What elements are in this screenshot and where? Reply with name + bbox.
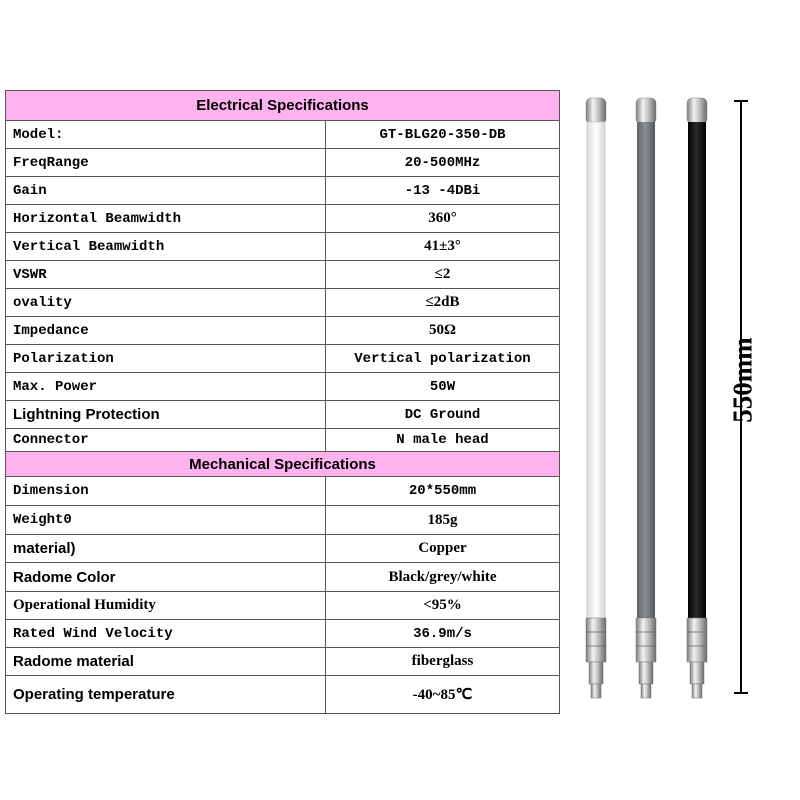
spec-label: Dimension [6,477,326,505]
spec-row-lightning-protection [6,401,559,429]
spec-label: Rated Wind Velocity [6,620,326,647]
dimension-tick-top [734,100,748,102]
spec-row-horizontal-beamwidth [6,205,559,233]
spec-row-material [6,535,559,563]
spec-label: Model: [6,121,326,148]
spec-label: VSWR [6,261,326,288]
spec-value: 185g [427,511,458,528]
spec-value: <95% [423,597,462,613]
spec-table [5,90,560,714]
spec-label: Impedance [6,317,326,344]
spec-value: 20-500MHz [404,154,481,171]
spec-row-max-power [6,373,559,401]
dimension-label: 550mm [727,337,758,423]
spec-row-model [6,121,559,149]
spec-value: Black/grey/white [388,568,497,585]
spec-row-vertical-beamwidth [6,233,559,261]
spec-label: ovality [6,289,326,316]
antenna-black [687,98,707,698]
antenna-grey [636,98,656,698]
spec-row-ovality [6,289,559,317]
spec-row-radome-color [6,563,559,592]
spec-label: Operating temperature [6,676,326,713]
spec-row-impedance [6,317,559,345]
spec-row-vswr [6,261,559,289]
spec-row-gain [6,177,559,205]
antenna-figure [565,80,800,720]
spec-value: 50W [429,378,456,395]
spec-value: -13 -4DBi [404,182,481,199]
antenna-illustration [565,80,735,720]
spec-value: DC Ground [404,406,481,423]
spec-label: Horizontal Beamwidth [6,205,326,232]
spec-label: Operational Humidity [6,592,326,619]
electrical-specs-title: Electrical Specifications [196,97,369,114]
spec-value: -40~85℃ [412,687,473,703]
spec-value: 50Ω [428,322,456,338]
spec-row-polarization [6,345,559,373]
spec-value: ≤2dB [425,294,460,310]
spec-value: Vertical polarization [354,350,531,367]
spec-value: 41±3° [424,238,461,254]
spec-label: Radome material [6,648,326,675]
spec-row-connector [6,429,559,452]
spec-value: GT-BLG20-350-DB [379,126,506,143]
spec-row-freq-range [6,149,559,177]
spec-label: Polarization [6,345,326,372]
spec-value: ≤2 [434,266,451,282]
spec-label: Lightning Protection [6,401,326,428]
mechanical-specs-title: Mechanical Specifications [189,455,376,473]
spec-value: N male head [396,432,489,448]
spec-value: 20*550mm [408,483,477,499]
spec-value: Copper [418,540,467,556]
spec-row-dimension [6,477,559,506]
spec-row-weight [6,506,559,535]
spec-row-operating-temperature [6,676,559,713]
spec-label: Gain [6,177,326,204]
spec-label: Weight0 [6,506,326,534]
antenna-white [586,98,606,698]
dimension-tick-bottom [734,692,748,694]
spec-label: material) [6,535,326,562]
spec-row-operational-humidity [6,592,559,620]
spec-label: FreqRange [6,149,326,176]
spec-label: Max. Power [6,373,326,400]
spec-value: fiberglass [411,653,474,669]
spec-label: Connector [6,429,326,451]
spec-row-radome-material [6,648,559,676]
spec-row-rated-wind-velocity [6,620,559,648]
spec-value: 360° [428,210,457,226]
spec-label: Radome Color [6,563,326,591]
mechanical-specs-header [6,452,559,477]
electrical-specs-header [6,91,559,121]
spec-label: Vertical Beamwidth [6,233,326,260]
spec-value: 36.9m/s [413,625,472,642]
